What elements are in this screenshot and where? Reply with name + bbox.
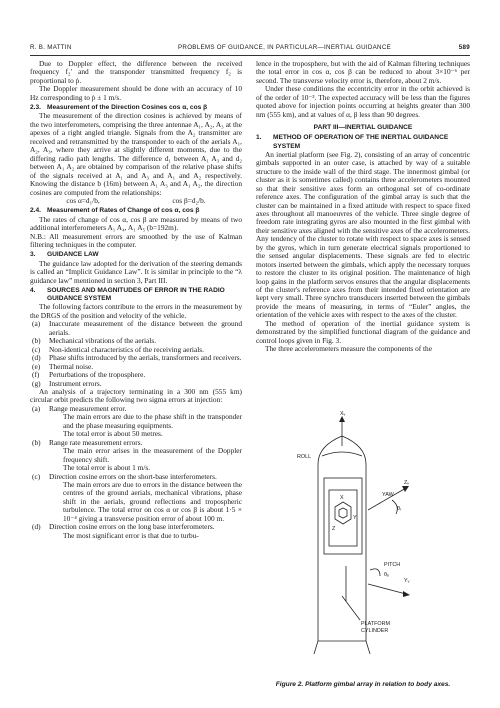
list-label: (c) [32, 344, 41, 354]
list-label: (e) [32, 361, 41, 371]
list-item [30, 320, 242, 337]
section-title: GUIDANCE LAW [47, 251, 99, 259]
list-text: Direction cosine errors on the long base interferometers. [49, 522, 215, 532]
list-text: Non-identical characteristics of the receiving aerials. [49, 344, 204, 354]
section-title: METHOD OF OPERATION OF THE INERTIAL GUIDANCE SYSTEM [273, 134, 449, 150]
section-heading-4 [30, 287, 242, 303]
yv-arrowhead [403, 591, 410, 597]
list-text: Perturbations of the troposphere. [49, 370, 146, 380]
header-author: R. B. MATTIN [30, 44, 72, 51]
list-label: (a) [32, 319, 41, 329]
error-detail: The total error is about 1 m/s. [63, 463, 151, 473]
yv-label: Yᵥ [404, 578, 410, 584]
paragraph: Under these conditions the eccentricity error in the orbit achieved is of the order of 10⁻³. The expected accuracy will be less than the figures quoted above for injection points occurring at heights greater than 300 nm (555 km), and at values of α, β less than 90 degrees. [256, 84, 470, 119]
page-number: 589 [458, 44, 470, 51]
figure-2 [256, 406, 470, 696]
cylinder-label: CYLINDER [361, 628, 389, 634]
list-text: Phase shifts introduced by the aerials, transformers and receivers. [49, 353, 242, 363]
list-text: Inaccurate measurement of the distance between the ground aerials. [49, 319, 242, 337]
pitch-label: PITCH [384, 562, 401, 568]
equation: cos β=d₂/b. [172, 196, 206, 205]
cluster-core [339, 508, 347, 518]
right-column [256, 60, 470, 354]
paragraph: The measurement of the direction cosines is achieved by means of the two interferometers, comprising the three antennae A₁, A₂, A₃ at the apexes of a right angled triangle. Signals from the A₂ transmitter are received and retransmitted by the transponder to each of the aerials A₁, A₂, A₃, where they arrive at slightly different moments, due to the differing radio path lengths. The difference d₁ between A₁ A₃ and d₂ between A₁ A₂ are obtained by comparison of the relative phase shifts of the signals received at A₁ and A₃ and A₁ and A₂ respectively. Knowing the distance b (16m) between A₁ A₃ and A₁ A₂, the direction cosines are computed from the relationships: [30, 111, 242, 197]
list-text: Range rate measurement errors. [49, 437, 143, 447]
section-title: SOURCES AND MAGNITUDES OF ERROR IN THE RADIO GUIDANCE SYSTEM [47, 287, 225, 303]
section-number: 3. [30, 251, 36, 259]
paragraph: Due to Doppler effect, the difference between the received frequency f₂' and the transponder transmitted frequency f₂ is proportional to ṗ. [30, 59, 242, 85]
zv-arrowhead [402, 486, 409, 492]
header-rule [30, 55, 470, 56]
gimbal-x-label: X [340, 495, 344, 501]
error-detail: The most significant error is that due to turbu- [63, 530, 199, 540]
yv-axis-line [368, 584, 406, 594]
error-detail: The main errors are due to errors in the distance between the centres of the ground aerials, mechanical vibrations, phase shift in the aerials, ground reflections and tropospheric turbulence. The total error on cos α or cos β is about 1·5 × 10⁻⁴ giving a transverse position error of about 100 m. [63, 479, 242, 523]
zv-label: Zᵥ [404, 480, 410, 486]
list-text: Mechanical vibrations of the aerials. [49, 336, 157, 346]
running-header [30, 41, 470, 55]
platform-leader [342, 596, 360, 620]
platform-label: PLATFORM [361, 621, 390, 627]
list-text: Thermal noise. [49, 361, 94, 371]
section-heading-1 [256, 134, 470, 150]
error-detail: The total error is about 50 metres. [63, 429, 163, 439]
list-label: (g) [32, 378, 41, 388]
list-label: (f) [32, 370, 40, 380]
error-factor-list [30, 320, 242, 388]
list-label: (d) [32, 353, 41, 363]
paragraph: The following factors contribute to the errors in the measurement by the DRGS of the position and velocity of the vehicle. [30, 302, 242, 320]
roll-label: ROLL [297, 454, 312, 460]
list-text: Instrument errors. [49, 378, 102, 388]
section-number: 1. [256, 134, 262, 142]
list-text: Range measurement error. [49, 403, 127, 413]
section-number: 2.4. [30, 207, 41, 215]
platform-gimbal-diagram [256, 406, 470, 681]
paragraph: The method of operation of the inertial guidance system is demonstrated by the simplified functional diagram of the guidance and control loops given in Fig. 3. [256, 318, 470, 345]
list-label: (d) [32, 522, 41, 532]
equation-row [30, 197, 242, 205]
left-column [30, 60, 242, 540]
list-text: Direction cosine errors on the short-base interferometers. [49, 471, 217, 481]
section-title: Measurement of Rates of Change of cos α, cos β [47, 207, 200, 215]
figure-caption: Figure 2. Platform gimbal array in relation to body axes. [275, 681, 451, 688]
paragraph: An inertial platform (see Fig. 2), consisting of an array of concentric gimbals supported in an outer case, is attached by way of a suitable structure to the inside wall of the third stage. The innermost gimbal (or cluster as it is sometimes called) contains three accelerometers mounted so that their sensitive axes form an orthogonal set of co-ordinate reference axes. The configuration of the gimbal array is such that the cluster can be maintained in a fixed attitude with respect to space fixed axes throughout all manoeuvres of the vehicle. Three single degree of freedom rate integrating gyros are also mounted in the first gimbal with their sensitive axes aligned with the sensitive axes of the accelerometers. Any tendency of the cluster to rotate with respect to space axes is sensed by the gyros, which in turn generate electrical signals proportioned to the sensed angular displacements. These signals are fed to electric motors inserted between the gimbals, which apply the necessary torques to restore the cluster to its original position. The maintenance of high loop gains in the platform servos ensures that the angular displacements of the cluster's reference axes from their intended fixed orientation are kept very small. Three synchro transducers inserted between the gimbals provide the means of measuring, in terms of “Euler” angles, the orientation of the vehicle axes with respect to the axes of the cluster. [256, 149, 470, 320]
list-label: (b) [32, 437, 41, 447]
paragraph: N.B.: All measurement errors are smoothed by the use of Kalman filtering techniques in the computer. [30, 231, 242, 250]
paragraph: The rates of change of cos α, cos β are measured by means of two additional interferometers A₁ A₄, A₁ A₅ (b=192m). [30, 214, 242, 233]
paragraph: lence in the troposphere, but with the aid of Kalman filtering techniques the total error in cos α, cos β can be reduced to about 3×10⁻⁶ per second. The transverse velocity error is, therefore, about 2 m/s. [256, 59, 470, 85]
section-number: 2.3. [30, 104, 41, 112]
error-detail: The main errors are due to the phase shift in the transponder and the phase measuring equipments. [63, 412, 242, 430]
yaw-label: YAW [382, 492, 394, 498]
header-running-title: PROBLEMS OF GUIDANCE, IN PARTICULAR—INERTIAL GUIDANCE [178, 44, 392, 51]
list-label: (c) [32, 471, 41, 481]
theta-p-label: θₚ [384, 572, 390, 578]
section-number: 4. [30, 287, 36, 295]
roll-arrow [322, 452, 362, 456]
paragraph: The guidance law adopted for the derivation of the steering demands is called an “Implicit Guidance Law”. It is similar in principle to the “λ guidance law” mentioned in section 3, Part III. [30, 258, 242, 285]
pitch-arrow [370, 569, 380, 576]
xv-label: Xᵥ [340, 411, 346, 417]
list-label: (b) [32, 336, 41, 346]
paragraph: An analysis of a trajectory terminating in a 300 nm (555 km) circular orbit predicts the following two sigma errors at injection: [30, 386, 242, 405]
paragraph: The Doppler measurement should be done with an accuracy of 10 Hz corresponding to ṗ ± 1 m/s. [30, 84, 242, 102]
section-title: Measurement of the Direction Cosines cos α, cos β [47, 104, 208, 112]
error-detail: The main error arises in the measurement of the Doppler frequency shift. [63, 446, 242, 464]
paragraph: The three accelerometers measure the components of the [265, 344, 432, 354]
theta-r-label: θᵣ [397, 506, 402, 512]
equation: cos α=d₁/b, [66, 196, 100, 205]
inner-cluster [335, 502, 351, 524]
vehicle-body-outline [318, 436, 366, 641]
gimbal-y-label: Y [353, 515, 357, 521]
part-title: PART III—INERTIAL GUIDANCE [313, 124, 413, 132]
list-label: (a) [32, 403, 41, 413]
gimbal-z-label: Z [332, 526, 336, 532]
